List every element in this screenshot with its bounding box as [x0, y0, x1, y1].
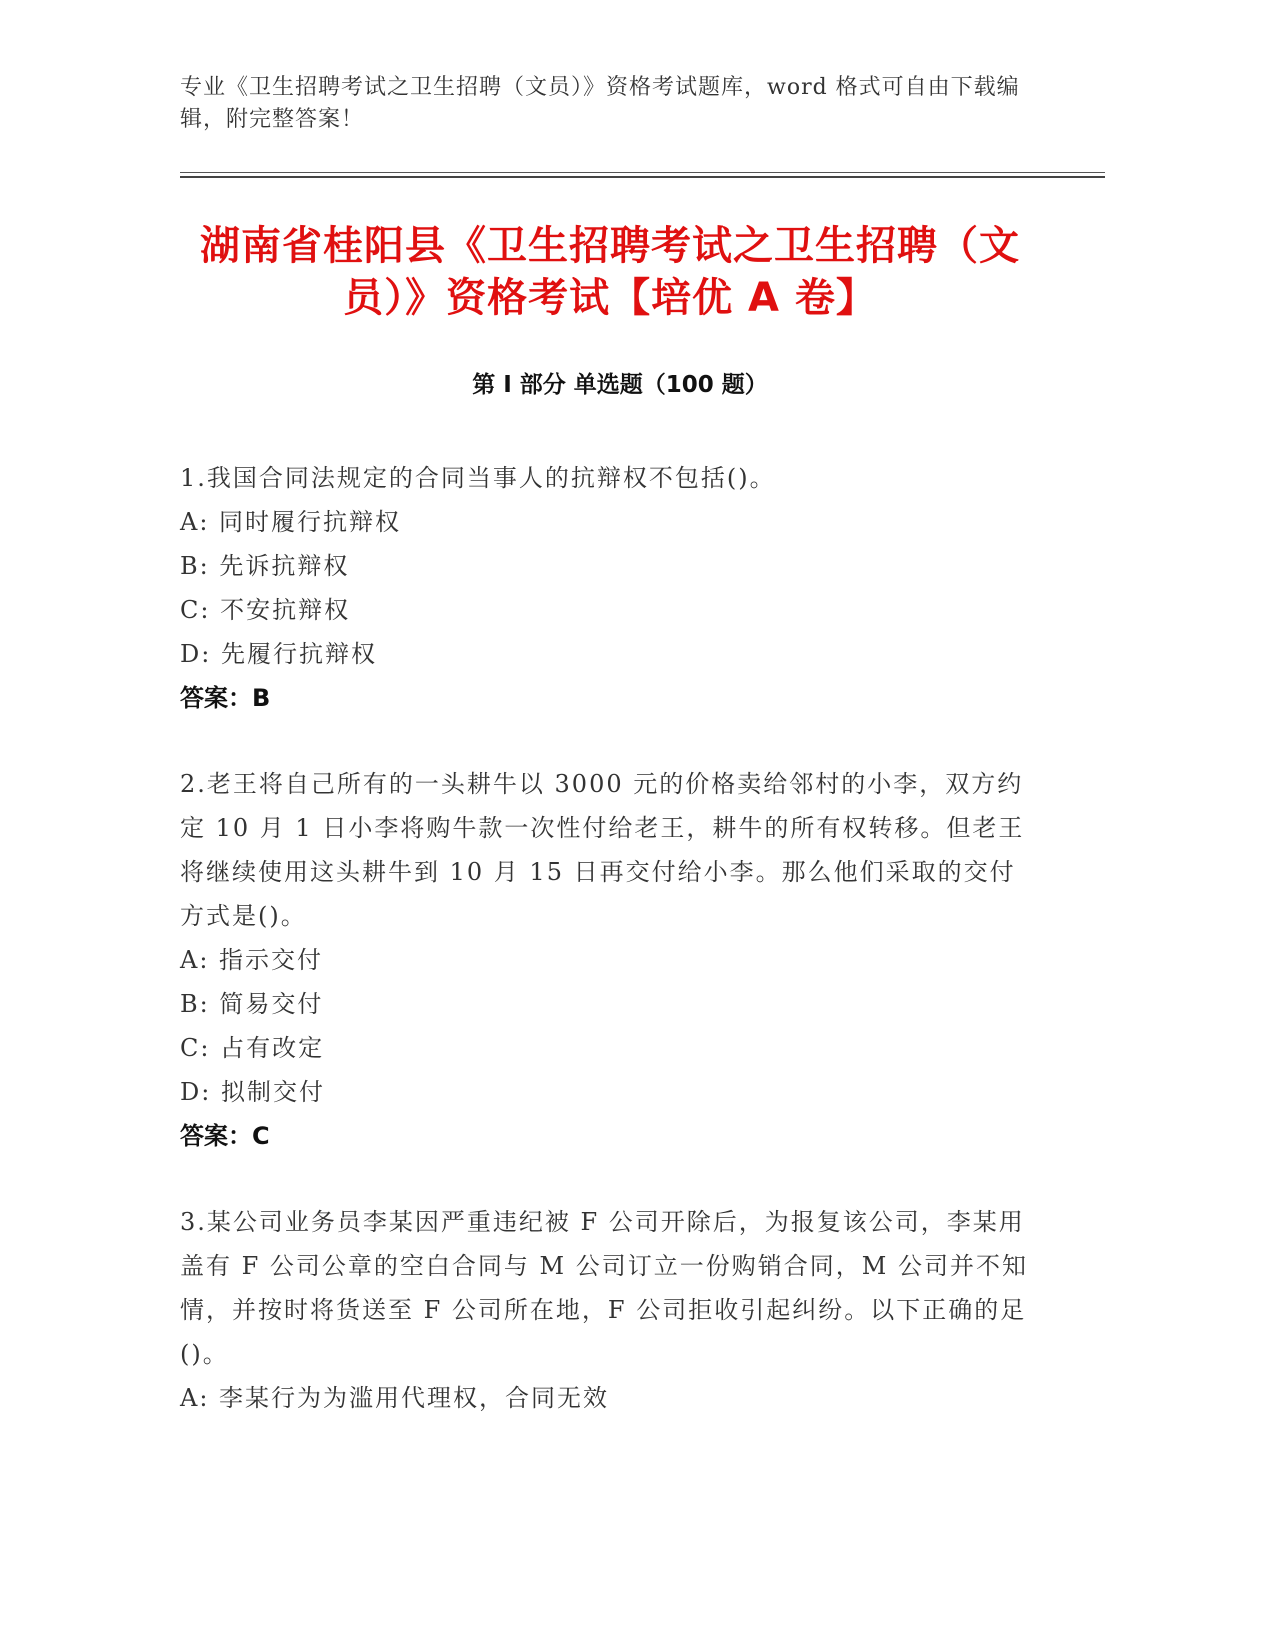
question-stem: 1.我国合同法规定的合同当事人的抗辩权不包括()。 [180, 464, 776, 492]
option-b: B: 先诉抗辩权 [180, 552, 350, 580]
option-c: C: 不安抗辩权 [180, 596, 351, 624]
answer-line: 答案：B [180, 684, 271, 712]
header-divider-thick [180, 176, 1105, 178]
question-list [180, 456, 1040, 1462]
question-2 [180, 762, 1040, 1158]
question-3 [180, 1200, 1040, 1420]
header-divider-thin [180, 172, 1105, 173]
question-1 [180, 456, 1040, 720]
question-stem: 3.某公司业务员李某因严重违纪被 F 公司开除后，为报复该公司，李某用盖有 F 公司公章的空白合同与 M 公司订立一份购销合同，M 公司并不知情，并按时将货送至 F 公司所在地，F 公司拒收引起纠纷。以下正确的足()。 [180, 1208, 1028, 1368]
section-heading: 第 I 部分 单选题（100 题） [472, 372, 768, 398]
option-a: A: 同时履行抗辩权 [180, 508, 402, 536]
answer-line: 答案：C [180, 1122, 270, 1150]
option-a: A: 指示交付 [180, 946, 324, 974]
option-d: D: 先履行抗辩权 [180, 640, 377, 668]
option-c: C: 占有改定 [180, 1034, 325, 1062]
question-stem: 2.老王将自己所有的一头耕牛以 3000 元的价格卖给邻村的小李，双方约定 10 月 1 日小李将购牛款一次性付给老王，耕牛的所有权转移。但老王将继续使用这头耕牛到 10 月 15 日再交付给小李。那么他们采取的交付方式是()。 [180, 770, 1025, 930]
option-a: A: 李某行为为滥用代理权，合同无效 [180, 1384, 610, 1412]
option-d: D: 拟制交付 [180, 1078, 325, 1106]
document-title: 湖南省桂阳县《卫生招聘考试之卫生招聘（文员）》资格考试【培优 A 卷】 [200, 223, 1020, 321]
option-b: B: 简易交付 [180, 990, 324, 1018]
header-note: 专业《卫生招聘考试之卫生招聘（文员）》资格考试题库，word 格式可自由下载编辑，附完整答案！ [180, 75, 1020, 132]
